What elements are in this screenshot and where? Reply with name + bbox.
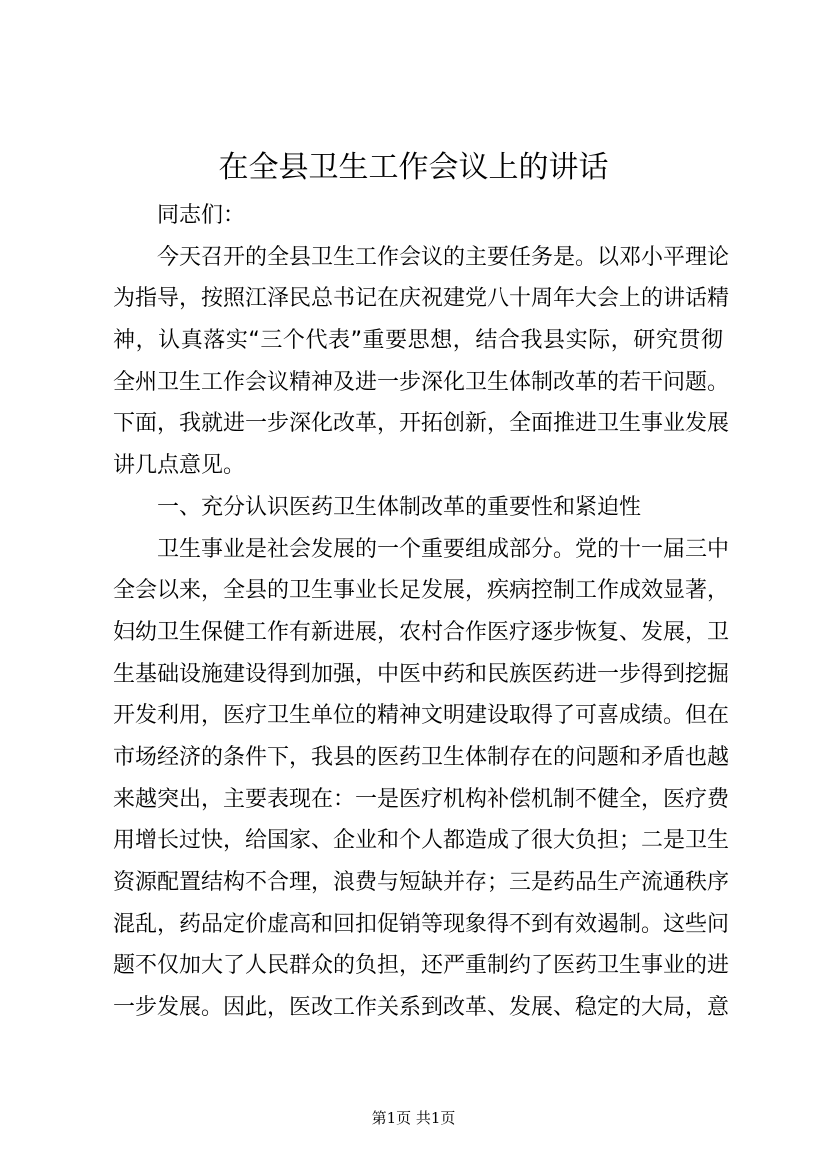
paragraph-line: 讲几点意见。 xyxy=(113,453,246,479)
paragraph-line: 生基础设施建设得到加强，中医中药和民族医药进一步得到挖掘 xyxy=(113,661,730,687)
document-body xyxy=(113,195,730,1029)
paragraph-line: 同志们： xyxy=(157,203,246,228)
paragraph-line: 资源配置结构不合理，浪费与短缺并存；三是药品生产流通秩序 xyxy=(113,870,730,895)
paragraph-line: 妇幼卫生保健工作有新进展，农村合作医疗逐步恢复、发展，卫 xyxy=(113,619,730,645)
paragraph-line: 一步发展。因此，医改工作关系到改革、发展、稳定的大局，意 xyxy=(113,995,730,1021)
paragraph-line: 开发利用，医疗卫生单位的精神文明建设取得了可喜成绩。但在 xyxy=(113,703,730,729)
paragraph-line: 来越突出，主要表现在：一是医疗机构补偿机制不健全，医疗费 xyxy=(113,786,730,812)
paragraph-line: 题不仅加大了人民群众的负担，还严重制约了医药卫生事业的进 xyxy=(113,953,730,979)
paragraph-line: 全会以来，全县的卫生事业长足发展，疾病控制工作成效显著， xyxy=(113,578,730,604)
paragraph-line: 一、充分认识医药卫生体制改革的重要性和紧迫性 xyxy=(157,494,642,520)
paragraph-line: 用增长过快，给国家、企业和个人都造成了很大负担；二是卫生 xyxy=(113,828,730,854)
paragraph-line: 全州卫生工作会议精神及进一步深化卫生体制改革的若干问题。 xyxy=(113,369,730,395)
paragraph-line: 下面，我就进一步深化改革，开拓创新，全面推进卫生事业发展 xyxy=(113,411,730,437)
document-title: 在全县卫生工作会议上的讲话 xyxy=(218,150,609,185)
paragraph-line: 神，认真落实“三个代表”重要思想，结合我县实际，研究贯彻 xyxy=(113,328,723,354)
paragraph-line: 为指导，按照江泽民总书记在庆祝建党八十周年大会上的讲话精 xyxy=(113,286,730,312)
paragraph-line: 今天召开的全县卫生工作会议的主要任务是。以邓小平理论 xyxy=(157,244,730,270)
paragraph-line: 卫生事业是社会发展的一个重要组成部分。党的十一届三中 xyxy=(157,536,730,562)
paragraph-line: 市场经济的条件下，我县的医药卫生体制存在的问题和矛盾也越 xyxy=(113,744,730,770)
page-footer: 第1页 共1页 xyxy=(371,1109,456,1127)
paragraph-line: 混乱，药品定价虚高和回扣促销等现象得不到有效遏制。这些问 xyxy=(113,911,730,937)
